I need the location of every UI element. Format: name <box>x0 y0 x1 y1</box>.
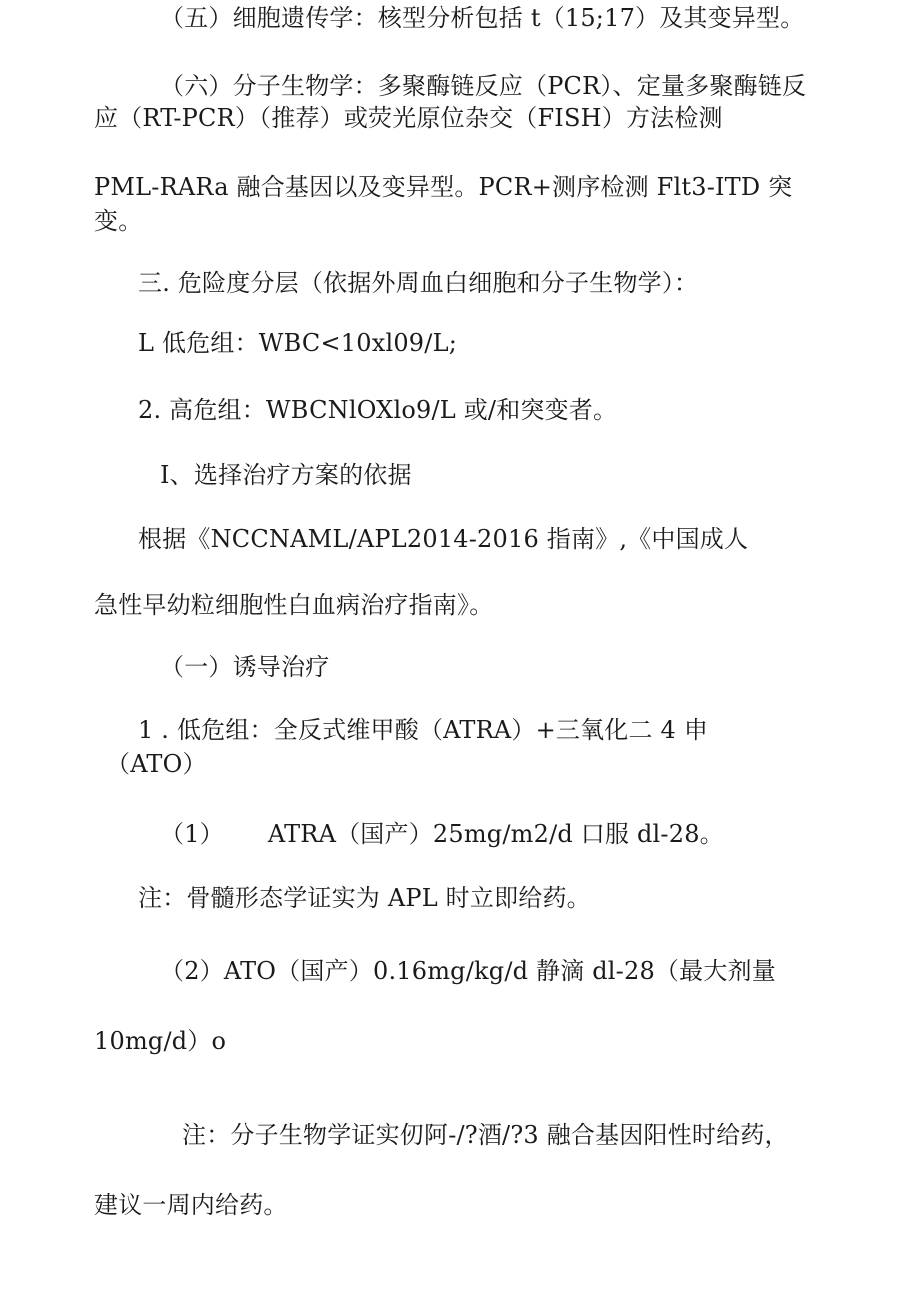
item-text: ATRA（国产）25mg∕m2∕d 口服 dl-28。 <box>267 820 724 848</box>
paragraph-line: （五）细胞遗传学：核型分析包括 t（15;17）及其变异型。 <box>160 4 805 32</box>
paragraph-line: 1 . 低危组：全反式维甲酸（ATRA）+三氧化二 4 申 <box>138 716 709 744</box>
section-heading: （一）诱导治疗 <box>160 653 330 681</box>
paragraph-line: 应（RT-PCR）（推荐）或荧光原位杂交（FISH）方法检测 <box>94 104 723 132</box>
paragraph-line: 急性早幼粒细胞性白血病治疗指南》。 <box>94 591 494 619</box>
paragraph-line: PML-RARa 融合基因以及变异型。PCR+测序检测 Flt3-ITD 突 <box>94 173 793 201</box>
paragraph-line: 10mg∕d）o <box>94 1027 227 1055</box>
item-number: （1） <box>160 820 224 848</box>
paragraph-line: L 低危组：WBC<10xl09∕L; <box>138 329 457 357</box>
paragraph-line: 2. 高危组：WBCNlOXlo9/L 或/和突变者。 <box>138 396 618 424</box>
note-line: 注：骨髓形态学证实为 APL 时立即给药。 <box>138 884 591 912</box>
paragraph-line: （2）ATO（国产）0.16mg∕kg∕d 静滴 dl-28（最大剂量 <box>160 957 776 985</box>
paragraph-line: （六）分子生物学：多聚酶链反应（PCR）、定量多聚酶链反 <box>160 72 807 100</box>
section-heading: 三. 危险度分层（依据外周血白细胞和分子生物学）： <box>138 269 699 297</box>
paragraph-line: 建议一周内给药。 <box>94 1191 288 1219</box>
section-heading: I、选择治疗方案的依据 <box>160 461 412 489</box>
paragraph-line: 变。 <box>94 207 143 235</box>
paragraph-line <box>160 819 724 849</box>
paragraph-line: 根据《NCCNAML/APL2014-2016 指南》,《中国成人 <box>138 525 749 553</box>
paragraph-line: （ATO） <box>106 750 207 778</box>
note-line: 注：分子生物学证实仞阿-/?酒/?3 融合基因阳性时给药， <box>182 1121 789 1149</box>
